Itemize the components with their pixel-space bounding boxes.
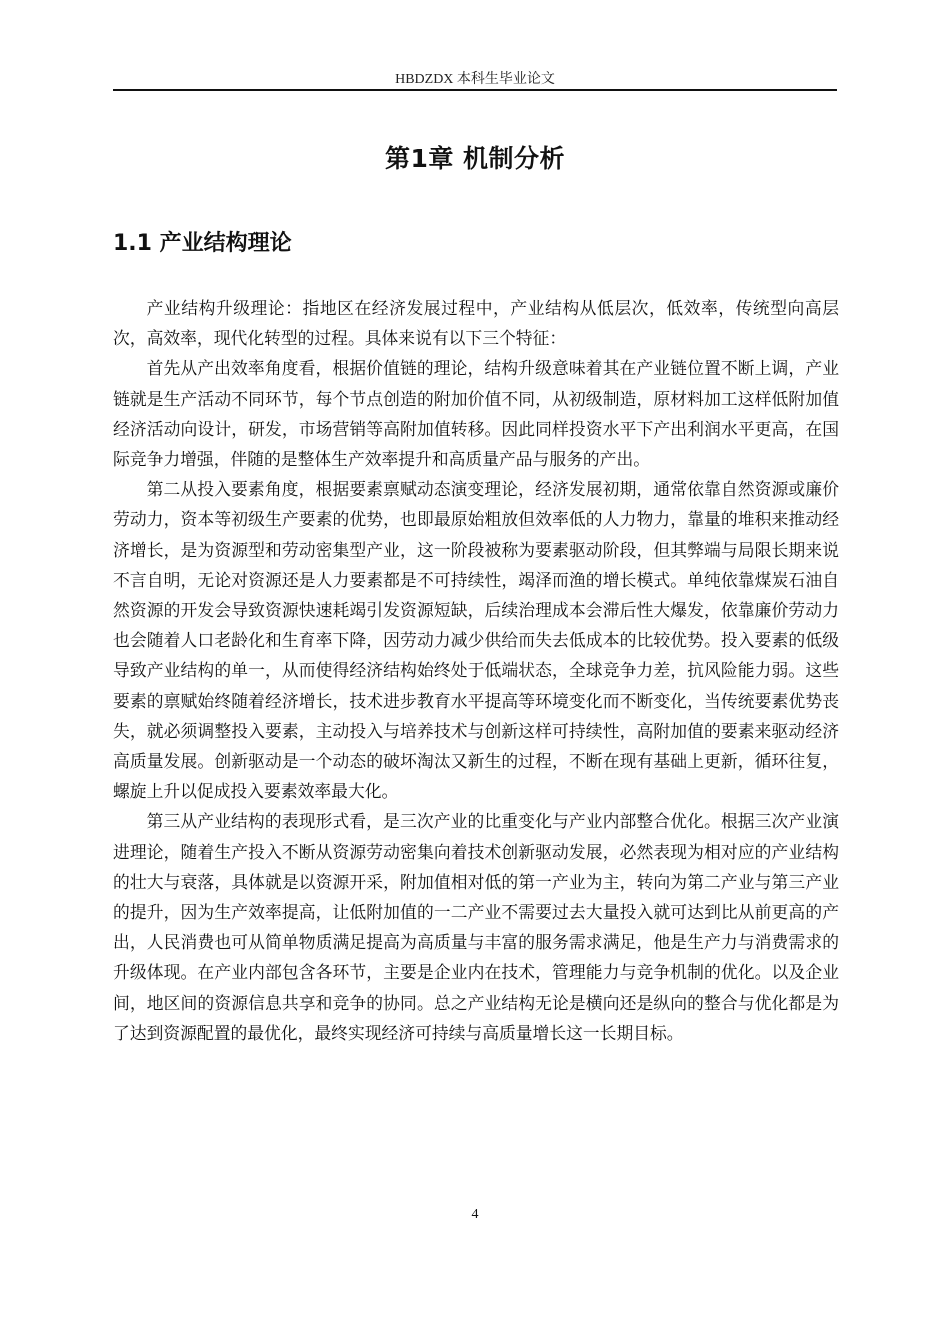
header-rule [113, 89, 837, 91]
page-number: 4 [471, 1207, 479, 1222]
running-header: HBDZDX 本科生毕业论文 [395, 72, 555, 87]
paragraph-2: 首先从产出效率角度看，根据价值链的理论，结构升级意味着其在产业链位置不断上调，产业链就是生产活动不同环节，每个节点创造的附加价值不同，从初级制造，原材料加工这样低附加值经济活动向设计，研发，市场营销等高附加值转移。因此同样投资水平下产出利润水平更高，在国际竞争力增强，伴随的是整体生产效率提升和高质量产品与服务的产出。 [113, 358, 839, 470]
paragraph-4: 第三从产业结构的表现形式看，是三次产业的比重变化与产业内部整合优化。根据三次产业演进理论，随着生产投入不断从资源劳动密集向着技术创新驱动发展，必然表现为相对应的产业结构的壮大与衰落，具体就是以资源开采，附加值相对低的第一产业为主，转向为第二产业与第三产业的提升，因为生产效率提高，让低附加值的一二产业不需要过去大量投入就可达到比从前更高的产出，人民消费也可从简单物质满足提高为高质量与丰富的服务需求满足，他是生产力与消费需求的升级体现。在产业内部包含各环节，主要是企业内在技术，管理能力与竞争机制的优化。以及企业间，地区间的资源信息共享和竞争的协同。总之产业结构无论是横向还是纵向的整合与优化都是为了达到资源配置的最优化，最终实现经济可持续与高质量增长这一长期目标。 [113, 811, 839, 1043]
section-heading: 1.1 产业结构理论 [113, 231, 292, 256]
chapter-title: 第1章 机制分析 [384, 144, 566, 173]
paragraph-1: 产业结构升级理论：指地区在经济发展过程中，产业结构从低层次，低效率，传统型向高层次，高效率，现代化转型的过程。具体来说有以下三个特征： [113, 298, 839, 349]
paragraph-3: 第二从投入要素角度，根据要素禀赋动态演变理论，经济发展初期，通常依靠自然资源或廉价劳动力，资本等初级生产要素的优势，也即最原始粗放但效率低的人力物力，靠量的堆积来推动经济增长，是为资源型和劳动密集型产业，这一阶段被称为要素驱动阶段，但其弊端与局限长期来说不言自明，无论对资源还是人力要素都是不可持续性，竭泽而渔的增长模式。单纯依靠煤炭石油自然资源的开发会导致资源快速耗竭引发资源短缺，后续治理成本会滞后性大爆发，依靠廉价劳动力也会随着人口老龄化和生育率下降，因劳动力减少供给而失去低成本的比较优势。投入要素的低级导致产业结构的单一，从而使得经济结构始终处于低端状态，全球竞争力差，抗风险能力弱。这些要素的禀赋始终随着经济增长，技术进步教育水平提高等环境变化而不断变化，当传统要素优势丧失，就必须调整投入要素，主动投入与培养技术与创新这样可持续性，高附加值的要素来驱动经济高质量发展。创新驱动是一个动态的破坏淘汰又新生的过程，不断在现有基础上更新，循环往复，螺旋上升以促成投入要素效率最大化。 [113, 479, 839, 802]
body-text [113, 293, 839, 1048]
